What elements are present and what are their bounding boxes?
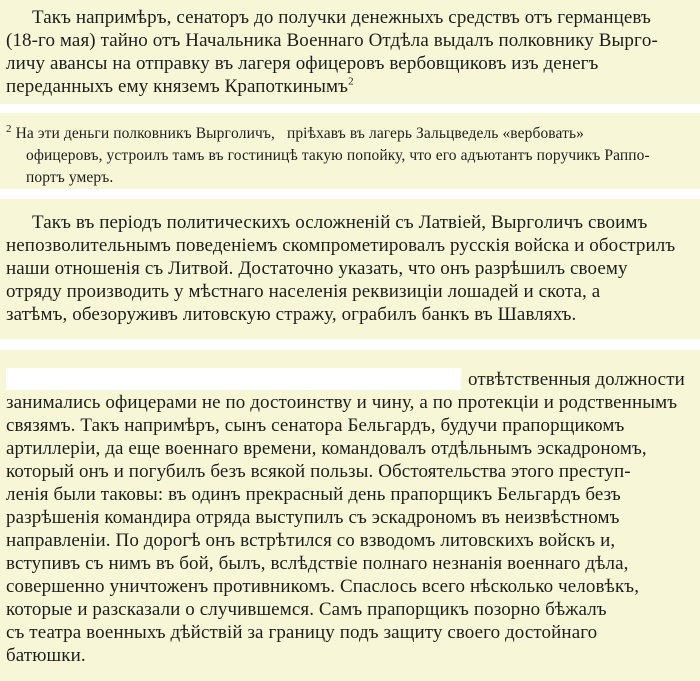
text-line: направленіи. По дорогѣ онъ встрѣтился со взводомъ литовскихъ войскъ и, — [6, 530, 616, 551]
text-line: совершенно уничтоженъ противникомъ. Спаслось всего нѣсколько человѣкъ, — [6, 576, 640, 597]
redacted-region — [6, 368, 461, 390]
paragraph-block-1 — [0, 0, 700, 104]
text-line: съ театра военныхъ дѣйствій за границу подъ защиту своего достойнаго — [6, 622, 598, 643]
text-line: личу авансы на отправку въ лагеря офицеровъ вербовщиковъ изъ денегъ — [6, 53, 599, 74]
text-line: отвѣтственныя должности — [468, 369, 685, 390]
footnote-reference: 2 — [348, 75, 354, 88]
footnote-marker: 2 — [6, 122, 12, 135]
footnote-line: портъ умеръ. — [26, 169, 114, 186]
text-line: батюшки. — [6, 645, 86, 666]
text-line-content: переданныхъ ему княземъ Крапоткинымъ — [6, 76, 349, 97]
text-line: непозволительнымъ поведеніемъ скомпрометировалъ русскія войска и обострилъ — [6, 235, 676, 256]
text-line: Такъ напримѣръ, сенаторъ до получки денежныхъ средствъ отъ германцевъ — [32, 7, 651, 28]
text-line: (18-го мая) тайно отъ Начальника Военнаго Отдѣла выдалъ полковнику Выргo- — [6, 30, 658, 51]
text-line: Такъ въ періодъ политическихъ осложненій съ Латвіей, Выргoличъ своимъ — [32, 212, 648, 233]
text-line: артиллеріи, да еще военнаго времени, командовалъ отдѣльнымъ эскадрономъ, — [6, 438, 647, 459]
text-line — [6, 75, 354, 98]
text-line: занимались офицерами не по достоинству и чину, а по протекціи и родственнымъ — [6, 392, 678, 413]
text-line: наши отношенія съ Литвой. Достаточно указать, что онъ разрѣшилъ своему — [6, 258, 628, 279]
text-line: которые и разсказали о случившемся. Самъ прапорщикъ позорно бѣжалъ — [6, 599, 607, 620]
footnote-block — [0, 113, 700, 189]
text-line: который онъ и погубилъ безъ всякой пользы. Обстоятельства этого преступ- — [6, 461, 631, 482]
text-line: отряду производить у мѣстнаго населенія реквизиціи лошадей и скота, а — [6, 281, 601, 302]
paragraph-block-2 — [0, 199, 700, 339]
text-line: затѣмъ, обезоруживъ литовскую стражу, ограбилъ банкъ въ Шавляхъ. — [6, 304, 577, 325]
text-line: разрѣшенія командира отряда выступилъ съ эскадрономъ въ неизвѣстномъ — [6, 507, 620, 528]
footnote-line — [6, 123, 584, 145]
text-line: ленія были таковы: въ одинъ прекрасный день прапорщикъ Бельгардъ безъ — [6, 484, 621, 505]
text-line: связямъ. Такъ напримѣръ, сынъ сенатора Бельгардъ, будучи прапорщикомъ — [6, 415, 625, 436]
footnote-text: На эти деньги полковникъ Выргoличъ, пріѣхавъ въ лагерь Зальцведель «вербовать» — [15, 125, 584, 142]
footnote-line: офицеровъ, устроилъ тамъ въ гостиницѣ такую попойку, что его адъютантъ поручикъ Раппо- — [26, 147, 650, 164]
paragraph-block-3 — [0, 350, 700, 681]
text-line: вступивъ съ нимъ въ бой, былъ, вслѣдствіе полнаго незнанія военнаго дѣла, — [6, 553, 629, 574]
